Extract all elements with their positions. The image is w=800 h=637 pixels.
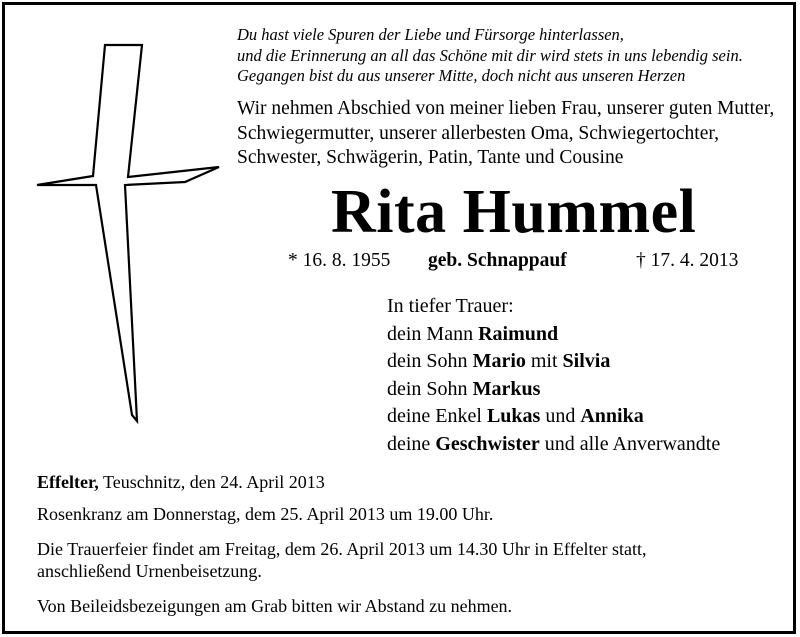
poem bbox=[237, 25, 787, 87]
mourner-relation: deine bbox=[387, 432, 436, 455]
mourner-name: Mario bbox=[472, 350, 526, 372]
mourner-name: Lukas bbox=[486, 405, 541, 427]
mourner-connector: mit bbox=[525, 350, 563, 372]
mourners-intro: In tiefer Trauer: bbox=[387, 295, 514, 317]
mourner-row bbox=[387, 321, 720, 349]
farewell-line: Schwiegermutter, unserer allerbesten Oma, Schwiegertochter, bbox=[237, 122, 719, 144]
death-date: † 17. 4. 2013 bbox=[636, 250, 739, 271]
mourner-name: Markus bbox=[472, 377, 541, 400]
cross-icon bbox=[29, 37, 225, 427]
rosary-notice: Rosenkranz am Donnerstag, dem 25. April 2013 um 19.00 Uhr. bbox=[37, 504, 494, 524]
mourner-name: Annika bbox=[580, 405, 644, 427]
funeral-notice-line: Die Trauerfeier findet am Freitag, dem 26. April 2013 um 14.30 Uhr in Effelter statt, bbox=[37, 539, 647, 559]
mourner-relation: dein Sohn bbox=[387, 377, 473, 400]
deceased-name: Rita Hummel bbox=[331, 178, 697, 246]
mourner-connector: und bbox=[540, 405, 581, 427]
maiden-name: geb. Schnappauf bbox=[428, 250, 567, 271]
poem-line: Du hast viele Spuren der Liebe und Fürsorge hinterlassen, bbox=[237, 25, 624, 44]
mourner-name: Silvia bbox=[562, 350, 611, 372]
obituary-card bbox=[2, 2, 796, 634]
farewell-line: Schwester, Schwägerin, Patin, Tante und Cousine bbox=[237, 147, 624, 168]
mourner-row bbox=[387, 348, 720, 376]
mourner-relation: dein Sohn bbox=[387, 350, 473, 372]
funeral-notice-line: anschließend Urnenbeisetzung. bbox=[37, 561, 262, 581]
farewell-line: Wir nehmen Abschied von meiner lieben Frau, unserer guten Mutter, bbox=[237, 98, 775, 119]
mourner-relation: dein Mann bbox=[387, 322, 479, 345]
mourner-relation: deine Enkel bbox=[387, 405, 487, 427]
mourner-row bbox=[387, 431, 720, 459]
mourners-list bbox=[387, 293, 720, 458]
mourner-name: Raimund bbox=[478, 322, 559, 345]
mourner-suffix: und alle Anverwandte bbox=[539, 432, 721, 455]
place-rest: Teuschnitz, den 24. April 2013 bbox=[98, 472, 325, 492]
mourner-row bbox=[387, 403, 720, 431]
poem-line: Gegangen bist du aus unserer Mitte, doch nicht aus unseren Herzen bbox=[237, 66, 686, 85]
farewell-text bbox=[237, 97, 787, 171]
birth-date: * 16. 8. 1955 bbox=[288, 250, 391, 271]
poem-line: und die Erinnerung an all das Schöne mit dir wird stets in uns lebendig sein. bbox=[237, 45, 743, 65]
place-bold: Effelter, bbox=[37, 472, 99, 492]
mourner-name: Geschwister bbox=[435, 432, 540, 455]
mourner-row bbox=[387, 376, 720, 404]
place-date-line bbox=[37, 471, 325, 494]
condolences-notice: Von Beileidsbezeigungen am Grab bitten wir Abstand zu nehmen. bbox=[37, 596, 513, 616]
